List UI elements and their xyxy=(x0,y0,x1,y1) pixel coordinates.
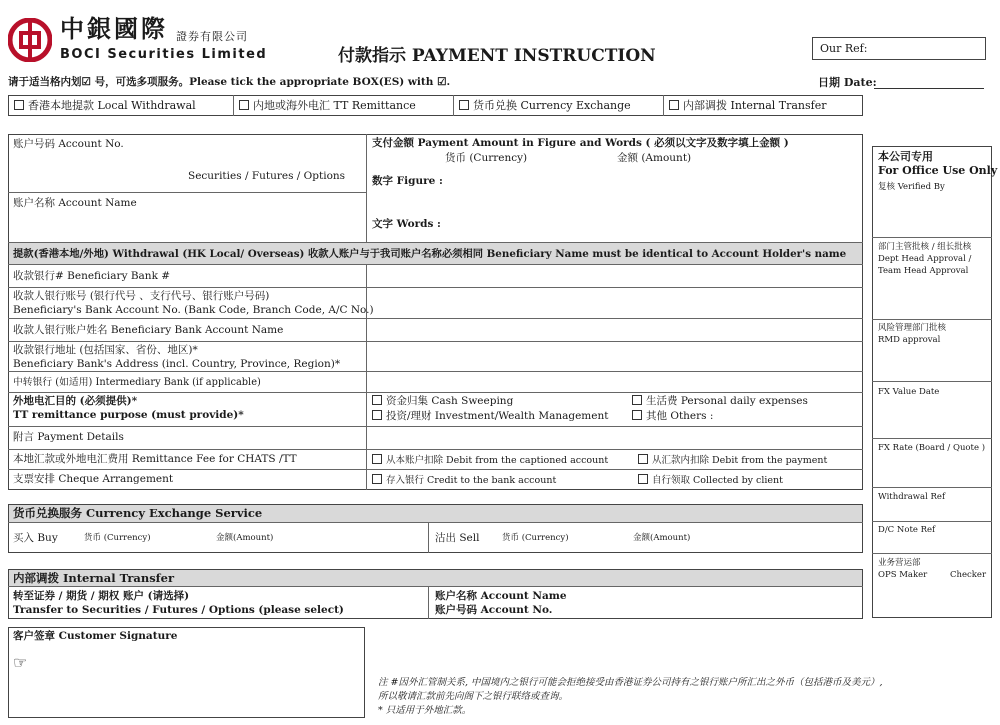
checkbox[interactable] xyxy=(372,454,382,464)
words-label: 文字 Words : xyxy=(372,218,441,230)
customer-signature-label: 客户签章 Customer Signature xyxy=(13,630,178,642)
purpose-daily-expenses[interactable]: 生活费 Personal daily expenses xyxy=(632,395,808,408)
beneficiary-account-label-en: Beneficiary's Bank Account No. (Bank Code, Branch Code, A/C No.) xyxy=(13,304,374,316)
our-ref-label: Our Ref: xyxy=(820,42,868,55)
checkbox[interactable] xyxy=(459,100,469,110)
checkbox[interactable] xyxy=(632,395,642,405)
buy-amount-label: 金额(Amount) xyxy=(216,533,274,543)
option-tt-remittance[interactable]: 内地或海外电汇 TT Remittance xyxy=(239,99,416,112)
purpose-cash-sweeping[interactable]: 资金归集 Cash Sweeping xyxy=(372,395,513,408)
note-line-2: 所以敬请汇款前先向阁下之银行联络或查询。 xyxy=(378,691,569,702)
purpose-investment[interactable]: 投资/理财 Investment/Wealth Management xyxy=(372,410,608,423)
tt-purpose-label-cn: 外地电汇目的 (必须提供)* xyxy=(13,395,138,407)
date-input-line[interactable] xyxy=(874,88,984,89)
account-name-label: 账户名称 Account Name xyxy=(13,197,137,209)
date-label: 日期 Date: xyxy=(818,76,877,89)
account-no-field[interactable] xyxy=(120,138,360,166)
figure-field[interactable] xyxy=(440,170,858,190)
checkbox[interactable] xyxy=(638,474,648,484)
logo-english-name: BOCI Securities Limited xyxy=(60,47,268,62)
sell-label: 沽出 Sell xyxy=(435,532,480,544)
beneficiary-address-field[interactable] xyxy=(368,343,861,370)
page-title: 付款指示 PAYMENT INSTRUCTION xyxy=(338,46,656,66)
checkbox[interactable] xyxy=(372,410,382,420)
payment-details-field[interactable] xyxy=(368,428,861,448)
dept-approval-en-2: Team Head Approval xyxy=(878,266,969,276)
option-internal-transfer[interactable]: 内部调拨 Internal Transfer xyxy=(669,99,827,112)
beneficiary-account-field[interactable] xyxy=(368,289,861,317)
checkbox[interactable] xyxy=(239,100,249,110)
currency-label: 货币 (Currency) xyxy=(445,152,528,164)
beneficiary-account-name-field[interactable] xyxy=(368,320,861,340)
internal-transfer-header: 内部调拨 Internal Transfer xyxy=(13,571,175,585)
checker-label: Checker xyxy=(950,570,987,580)
fee-debit-account[interactable]: 从本账户扣除 Debit from the captioned account xyxy=(372,454,608,467)
currency-exchange-header: 货币兑换服务 Currency Exchange Service xyxy=(13,506,263,520)
intermediary-bank-field[interactable] xyxy=(368,373,861,391)
purpose-others[interactable]: 其他 Others : xyxy=(632,410,713,423)
transfer-account-no-label: 账户号码 Account No. xyxy=(435,604,553,616)
withdrawal-section-header: 提款(香港本地/外地) Withdrawal (HK Local/ Overseas) 收款人账户与于我司账户名称必须相同 Beneficiary Name must be identical to Account Holder's name xyxy=(13,248,847,260)
option-local-withdrawal[interactable]: 香港本地提款 Local Withdrawal xyxy=(14,99,196,112)
beneficiary-address-label-en: Beneficiary Bank's Address (incl. Country, Province, Region)* xyxy=(13,358,341,370)
option-currency-exchange[interactable]: 货币兑换 Currency Exchange xyxy=(459,99,631,112)
verified-by-label: 复核 Verified By xyxy=(878,182,945,192)
payment-amount-title: 支付金额 Payment Amount in Figure and Words ( 必须以文字及数字填上金额 ) xyxy=(372,137,789,149)
office-use-panel xyxy=(872,146,992,618)
account-type-selector[interactable]: Securities / Futures / Options xyxy=(188,170,346,182)
logo-chinese-subtitle: 證券有限公司 xyxy=(176,30,248,43)
dept-approval-cn: 部门主管批核 / 组长批核 xyxy=(878,242,972,252)
sell-amount-label: 金额(Amount) xyxy=(633,533,691,543)
cheque-arrangement-label: 支票安排 Cheque Arrangement xyxy=(13,473,174,485)
account-no-label: 账户号码 Account No. xyxy=(13,138,124,150)
intermediary-bank-label: 中转银行 (如适用) Intermediary Bank (if applicable) xyxy=(13,377,261,388)
remittance-fee-label: 本地汇款或外地电汇费用 Remittance Fee for CHATS /TT xyxy=(13,453,297,465)
transfer-account-name-label: 账户名称 Account Name xyxy=(435,590,567,602)
checkbox[interactable] xyxy=(372,474,382,484)
checkbox[interactable] xyxy=(669,100,679,110)
beneficiary-account-label-cn: 收款人银行账号 (银行代号 、支行代号、银行账户号码) xyxy=(13,290,270,302)
logo-chinese-name: 中銀國際 xyxy=(60,14,168,43)
beneficiary-account-name-label: 收款人银行账户姓名 Beneficiary Bank Account Name xyxy=(13,324,284,336)
checkbox[interactable] xyxy=(14,100,24,110)
buy-label: 买入 Buy xyxy=(13,532,58,544)
note-line-1: 注 #因外汇管制关系, 中国境内之银行可能会拒绝接受由香港证券公司持有之银行账户所汇出之外币（包括港币及美元）, xyxy=(378,677,883,688)
beneficiary-bank-label: 收款银行# Beneficiary Bank # xyxy=(13,270,171,282)
rmd-approval-cn: 风险管理部门批核 xyxy=(878,323,947,333)
boci-logo xyxy=(8,18,52,62)
amount-label: 金额 (Amount) xyxy=(617,152,692,164)
beneficiary-bank-field[interactable] xyxy=(368,266,861,286)
fx-rate-label: FX Rate (Board / Quote ) xyxy=(878,443,986,453)
office-title-cn: 本公司专用 xyxy=(878,150,933,163)
tt-purpose-label-en: TT remittance purpose (must provide)* xyxy=(13,409,244,421)
cheque-collected[interactable]: 自行领取 Collected by client xyxy=(638,474,783,487)
account-name-field[interactable] xyxy=(13,212,361,238)
fx-value-date-label: FX Value Date xyxy=(878,387,940,397)
sell-field[interactable] xyxy=(502,524,859,551)
transfer-to-label-cn[interactable]: 转至证券 / 期货 / 期权 账户 (请选择) xyxy=(13,590,190,602)
note-line-3: * 只适用于外地汇款。 xyxy=(378,705,472,716)
buy-field[interactable] xyxy=(84,524,424,551)
beneficiary-address-label-cn: 收款银行地址 (包括国家、省份、地区)* xyxy=(13,344,198,356)
checkbox[interactable] xyxy=(638,454,648,464)
instruction-text: 请于适当格内划☑ 号，可选多项服务。Please tick the appropriate BOX(ES) with ☑. xyxy=(8,76,451,88)
ops-dept-cn: 业务营运部 xyxy=(878,558,921,568)
dc-note-ref-label: D/C Note Ref xyxy=(878,525,936,535)
fee-debit-payment[interactable]: 从汇款内扣除 Debit from the payment xyxy=(638,454,827,467)
rmd-approval-en: RMD approval xyxy=(878,335,941,345)
figure-label: 数字 Figure : xyxy=(372,175,443,187)
dept-approval-en-1: Dept Head Approval / xyxy=(878,254,972,264)
pointing-hand-icon: ☞ xyxy=(13,653,28,672)
words-field[interactable] xyxy=(440,210,858,238)
ops-maker-label: OPS Maker xyxy=(878,570,928,580)
office-title-en: For Office Use Only xyxy=(878,164,998,177)
transfer-to-label-en[interactable]: Transfer to Securities / Futures / Options (please select) xyxy=(13,604,344,616)
buy-currency-label: 货币 (Currency) xyxy=(84,533,151,543)
sell-currency-label: 货币 (Currency) xyxy=(502,533,569,543)
payment-details-label: 附言 Payment Details xyxy=(13,431,124,443)
checkbox[interactable] xyxy=(632,410,642,420)
withdrawal-ref-label: Withdrawal Ref xyxy=(878,492,946,502)
cheque-credit-bank[interactable]: 存入银行 Credit to the bank account xyxy=(372,474,556,487)
checkbox[interactable] xyxy=(372,395,382,405)
